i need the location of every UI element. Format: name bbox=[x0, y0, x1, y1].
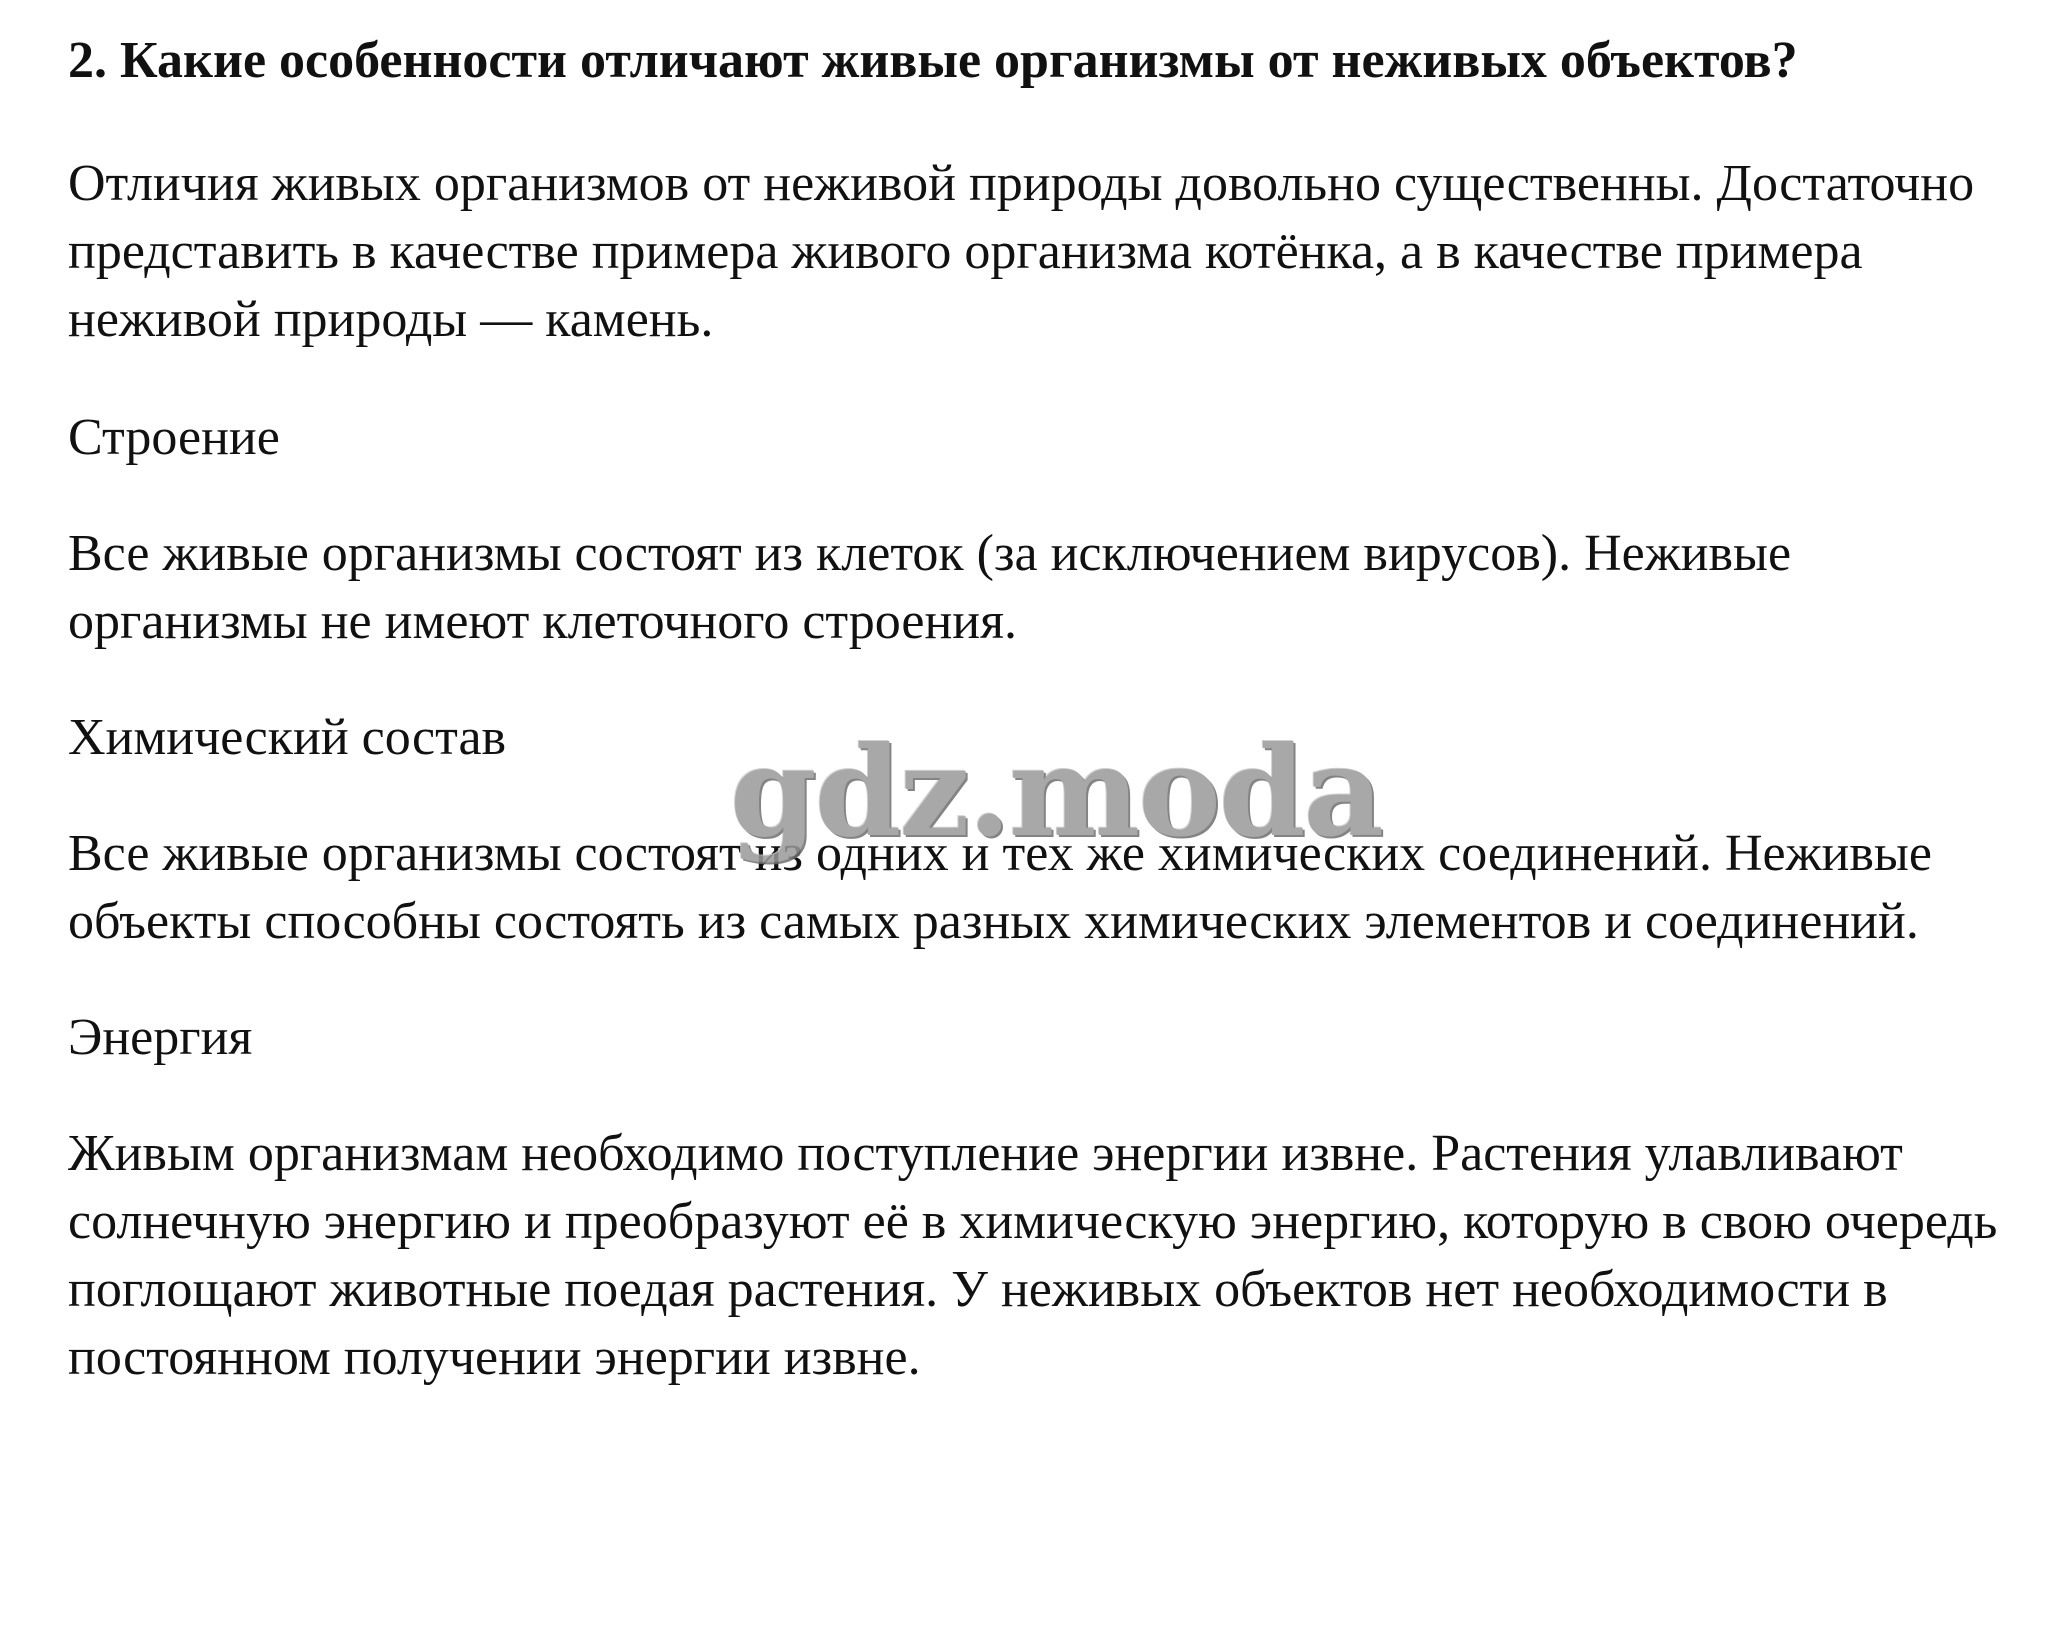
energy-heading: Энергия bbox=[68, 1009, 253, 1066]
document-page bbox=[68, 28, 2008, 1392]
energy-paragraph: Живым организмам необходимо поступление энергии извне. Растения улавливают солнечную энергию и преобразуют её в химическую энергию, которую в свою очередь поглощают животные поедая растения. У неживых объектов нет необходимости в постоянном получении энергии извне. bbox=[68, 1125, 1998, 1386]
intro-paragraph: Отличия живых организмов от неживой природы довольно существенны. Достаточно представить в качестве примера живого организма котёнка, а в качестве примера неживой природы — камень. bbox=[68, 155, 1975, 348]
watermark-logo: gdz.moda bbox=[730, 720, 1382, 865]
question-heading: 2. Какие особенности отличают живые организмы от неживых объектов? bbox=[68, 32, 1798, 89]
chemical-composition-paragraph: Все живые организмы состоят из одних и тех же химических соединений. Неживые объекты способны состоять из самых разных химических элементов и соединений. bbox=[68, 825, 1932, 950]
structure-heading: Строение bbox=[68, 409, 280, 466]
chemical-composition-heading: Химический состав bbox=[68, 709, 507, 766]
structure-paragraph: Все живые организмы состоят из клеток (за исключением вирусов). Неживые организмы не имеют клеточного строения. bbox=[68, 525, 1792, 650]
